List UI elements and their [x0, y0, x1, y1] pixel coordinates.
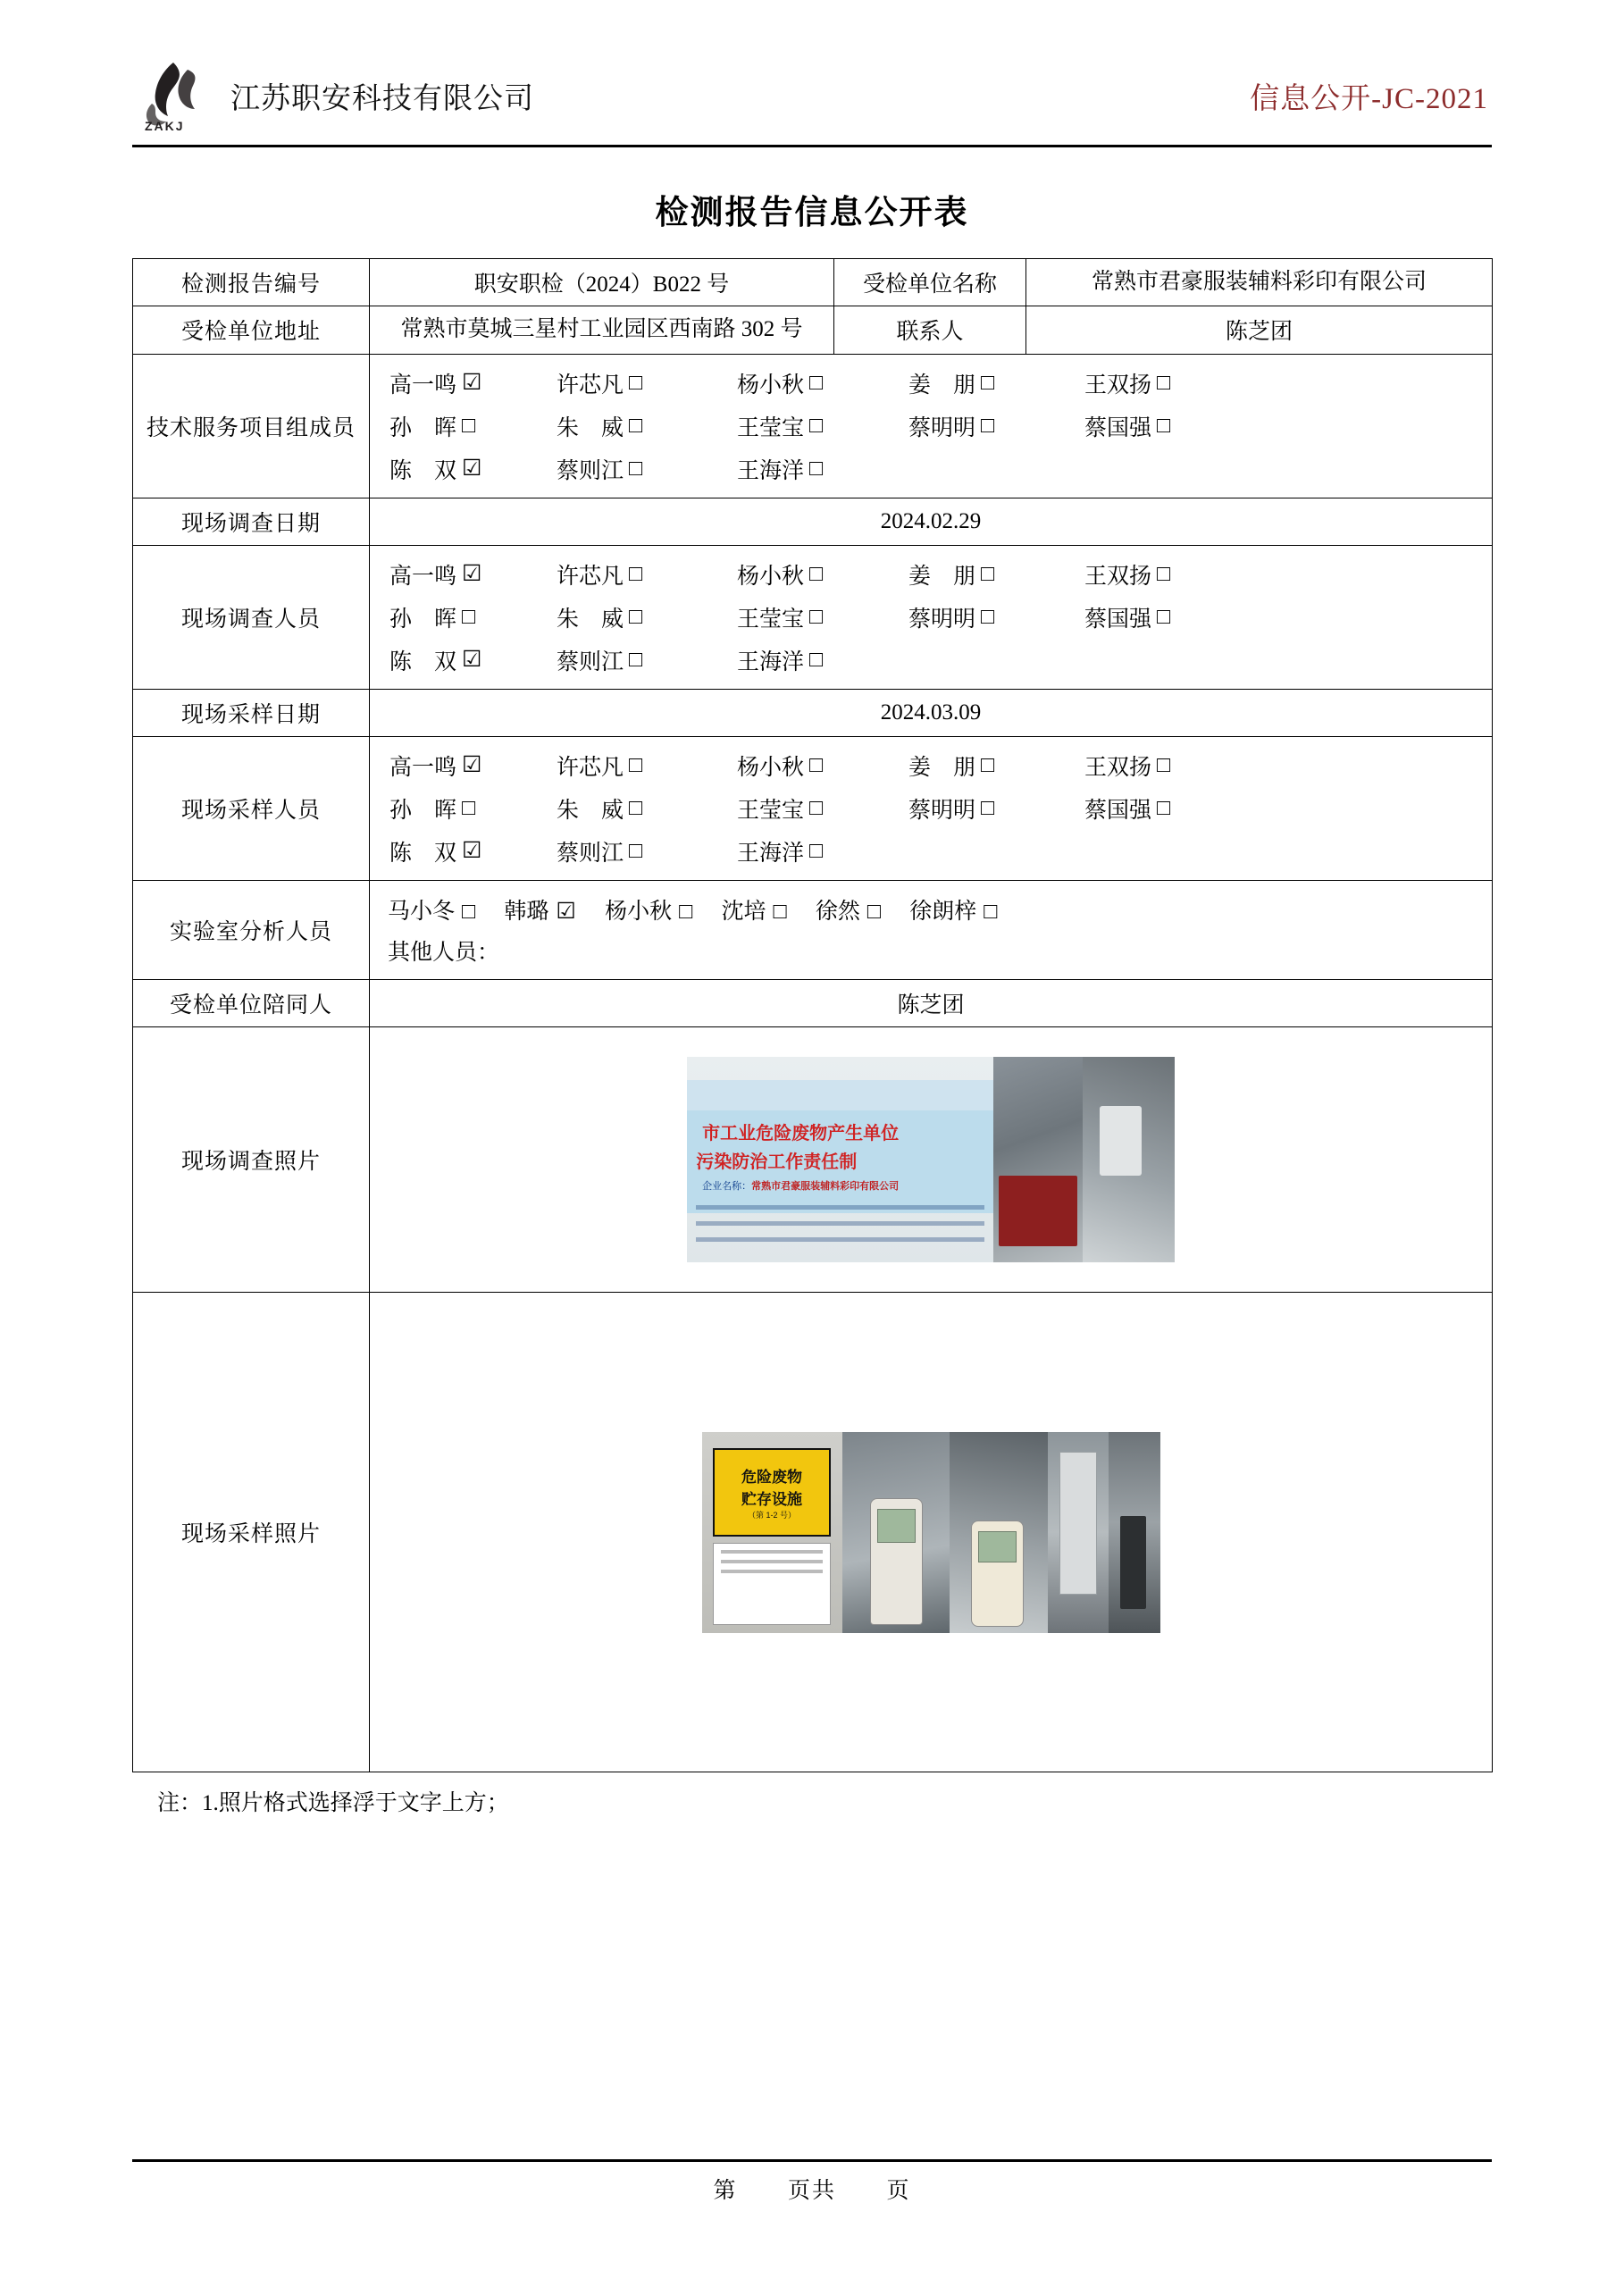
lab-analyst[interactable]: 徐然 □ — [815, 899, 881, 924]
sampling-staff-grid — [379, 744, 1483, 873]
checkbox-unchecked[interactable]: □ — [462, 796, 476, 820]
checkbox-unchecked[interactable]: □ — [809, 753, 824, 777]
sampling-staff-member[interactable]: 杨小秋 □ — [737, 753, 824, 780]
photo-machine-panel — [1048, 1432, 1109, 1633]
checkbox-unchecked[interactable]: □ — [679, 899, 693, 924]
document-code: 信息公开-JC-2021 — [1250, 82, 1488, 115]
checkbox-unchecked[interactable]: □ — [809, 796, 824, 820]
board-company-value: 常熟市君豪服装辅料彩印有限公司 — [751, 1180, 900, 1192]
sampling-photo-wrap — [370, 1432, 1492, 1633]
checkbox-unchecked[interactable]: □ — [1157, 605, 1171, 629]
hazard-sign-line2: 贮存设施 — [741, 1490, 802, 1508]
checkbox-unchecked[interactable]: □ — [629, 414, 643, 438]
photo-hazard-waste-sign — [702, 1432, 842, 1633]
checkbox-unchecked[interactable]: □ — [629, 839, 643, 863]
hazard-info-card — [713, 1543, 831, 1625]
value-client-name: 常熟市君豪服装辅料彩印有限公司 — [1026, 259, 1493, 306]
hazard-sign-line3: （第 1-2 号） — [747, 1510, 796, 1520]
board-text-line — [696, 1205, 984, 1210]
survey-photo-strip — [687, 1057, 1175, 1262]
table-row — [133, 689, 1493, 736]
checkbox-unchecked[interactable]: □ — [629, 605, 643, 629]
board-text-line — [696, 1237, 984, 1242]
page-footer — [132, 2159, 1492, 2205]
sampling-staff-member[interactable]: 姜 朋 □ — [908, 753, 995, 780]
team-member[interactable]: 孙 晖 □ — [389, 414, 476, 440]
value-tech-team — [370, 354, 1493, 498]
team-member[interactable]: 杨小秋 □ — [737, 371, 824, 398]
checkbox-unchecked[interactable]: □ — [809, 648, 824, 672]
sampling-photos-cell — [370, 1293, 1493, 1772]
meter-screen — [877, 1509, 917, 1543]
lab-analyst[interactable]: 徐朗梓 □ — [909, 899, 998, 924]
checkbox-unchecked[interactable]: □ — [462, 899, 476, 924]
table-row — [133, 1293, 1493, 1772]
value-client-address: 常熟市莫城三星村工业园区西南路 302 号 — [370, 306, 834, 354]
board-title-line1: 市工业危险废物产生单位 — [702, 1124, 900, 1144]
sampling-staff-member[interactable]: 高一鸣 ☑ — [389, 753, 482, 780]
value-survey-staff — [370, 545, 1493, 689]
label-client-address: 受检单位地址 — [133, 306, 370, 354]
checkbox-unchecked[interactable]: □ — [773, 899, 787, 924]
survey-staff-member[interactable]: 王莹宝 □ — [737, 605, 824, 632]
checkbox-unchecked[interactable]: □ — [981, 753, 995, 777]
survey-staff-member[interactable]: 孙 晖 □ — [389, 605, 476, 632]
sampling-meter — [971, 1520, 1024, 1627]
checkbox-unchecked[interactable]: □ — [1157, 414, 1171, 438]
hazard-sign-line1: 危险废物 — [741, 1468, 802, 1486]
sampling-staff-member[interactable]: 许芯凡 □ — [557, 753, 643, 780]
checkbox-unchecked[interactable]: □ — [809, 457, 824, 481]
label-survey-date: 现场调查日期 — [133, 498, 370, 545]
board-company-line — [702, 1178, 899, 1193]
checkbox-unchecked[interactable]: □ — [629, 562, 643, 586]
survey-staff-grid — [379, 553, 1483, 682]
lab-analyst[interactable]: 沈培 □ — [721, 899, 787, 924]
team-member[interactable]: 蔡则江 □ — [557, 457, 643, 483]
photo-responsibility-board — [687, 1057, 993, 1262]
checkbox-unchecked[interactable]: □ — [1157, 753, 1171, 777]
table-row — [133, 980, 1493, 1027]
sampling-meter — [870, 1498, 924, 1625]
checkbox-unchecked[interactable]: □ — [1157, 371, 1171, 395]
team-member[interactable]: 陈 双 ☑ — [389, 457, 482, 483]
card-text-line — [721, 1570, 823, 1573]
checkbox-unchecked[interactable]: □ — [981, 605, 995, 629]
lab-staff-line — [379, 888, 1483, 935]
table-note: 注：1.照片格式选择浮于文字上方； — [157, 1791, 509, 1815]
label-contact: 联系人 — [834, 306, 1026, 354]
value-sampling-date: 2024.03.09 — [370, 689, 1493, 736]
checkbox-unchecked[interactable]: □ — [629, 753, 643, 777]
team-member[interactable]: 姜 朋 □ — [908, 371, 995, 398]
survey-staff-member[interactable]: 姜 朋 □ — [908, 562, 995, 589]
checkbox-unchecked[interactable]: □ — [866, 899, 881, 924]
label-lab-staff: 实验室分析人员 — [133, 880, 370, 980]
survey-staff-member[interactable]: 王海洋 □ — [737, 648, 824, 674]
checkbox-unchecked[interactable]: □ — [462, 605, 476, 629]
label-survey-staff: 现场调查人员 — [133, 545, 370, 689]
checkbox-checked[interactable]: ☑ — [462, 562, 482, 586]
label-sampling-date: 现场采样日期 — [133, 689, 370, 736]
value-lab-staff — [370, 880, 1493, 980]
survey-staff-member[interactable]: 高一鸣 ☑ — [389, 562, 482, 589]
sampling-staff-member[interactable]: 王双扬 □ — [1084, 753, 1171, 780]
photo-sampling-device-2 — [950, 1432, 1048, 1633]
lab-analyst[interactable]: 马小冬 □ — [388, 899, 476, 924]
sampling-staff-member[interactable]: 蔡则江 □ — [557, 839, 643, 866]
team-member[interactable]: 蔡明明 □ — [908, 414, 995, 440]
team-member[interactable]: 高一鸣 ☑ — [389, 371, 482, 398]
footer-page-label-2: 页共 — [787, 2179, 836, 2203]
checkbox-checked[interactable]: ☑ — [462, 457, 482, 481]
survey-staff-member[interactable]: 蔡国强 □ — [1084, 605, 1171, 632]
table-row — [133, 354, 1493, 498]
label-report-no: 检测报告编号 — [133, 259, 370, 306]
survey-staff-member[interactable]: 朱 威 □ — [557, 605, 643, 632]
value-accompany: 陈芝团 — [370, 980, 1493, 1027]
photo-workshop-line — [993, 1057, 1083, 1262]
table-row — [133, 498, 1493, 545]
value-report-no: 职安职检（2024）B022 号 — [370, 259, 834, 306]
lab-analyst[interactable]: 杨小秋 □ — [605, 899, 693, 924]
survey-photos-cell — [370, 1027, 1493, 1293]
table-row — [133, 259, 1493, 306]
team-member[interactable]: 王莹宝 □ — [737, 414, 824, 440]
sampling-staff-member[interactable]: 蔡国强 □ — [1084, 796, 1171, 823]
label-sampling-photos: 现场采样照片 — [133, 1293, 370, 1772]
sampling-staff-member[interactable]: 陈 双 ☑ — [389, 839, 482, 866]
checkbox-unchecked[interactable]: □ — [809, 371, 824, 395]
checkbox-unchecked[interactable]: □ — [981, 796, 995, 820]
photo-printing-machine — [1083, 1057, 1175, 1262]
team-member[interactable]: 王双扬 □ — [1084, 371, 1171, 398]
survey-staff-member[interactable]: 蔡明明 □ — [908, 605, 995, 632]
survey-staff-member[interactable]: 杨小秋 □ — [737, 562, 824, 589]
tech-team-grid — [379, 362, 1483, 490]
table-row — [133, 306, 1493, 354]
checkbox-checked[interactable]: ☑ — [462, 753, 482, 777]
header-left — [132, 57, 534, 134]
lab-analyst[interactable]: 韩璐 ☑ — [504, 899, 576, 924]
sampling-photo-strip — [702, 1432, 1160, 1633]
checkbox-unchecked[interactable]: □ — [1157, 562, 1171, 586]
label-sampling-staff: 现场采样人员 — [133, 736, 370, 880]
card-text-line — [721, 1560, 823, 1563]
checkbox-checked[interactable]: ☑ — [462, 839, 482, 863]
meter-screen — [978, 1531, 1017, 1562]
sampling-staff-member[interactable]: 朱 威 □ — [557, 796, 643, 823]
survey-staff-member[interactable]: 王双扬 □ — [1084, 562, 1171, 589]
checkbox-checked[interactable]: ☑ — [462, 371, 482, 395]
board-title-line2: 污染防治工作责任制 — [696, 1152, 858, 1173]
hazard-sign — [713, 1448, 831, 1537]
checkbox-unchecked[interactable]: □ — [809, 605, 824, 629]
checkbox-checked[interactable]: ☑ — [462, 648, 482, 672]
photo-sampling-device-1 — [842, 1432, 950, 1633]
label-accompany: 受检单位陪同人 — [133, 980, 370, 1027]
sampling-staff-member[interactable]: 王莹宝 □ — [737, 796, 824, 823]
checkbox-unchecked[interactable]: □ — [629, 648, 643, 672]
svg-text:ZAKJ: ZAKJ — [145, 119, 185, 133]
table-row — [133, 880, 1493, 980]
page-title: 检测报告信息公开表 — [655, 195, 969, 231]
footer-page-label-1: 第 — [713, 2179, 738, 2203]
sampling-staff-member[interactable]: 孙 晖 □ — [389, 796, 476, 823]
checkbox-unchecked[interactable]: □ — [629, 796, 643, 820]
checkbox-unchecked[interactable]: □ — [809, 839, 824, 863]
photo-machine-side — [1109, 1432, 1160, 1633]
sampling-staff-member[interactable]: 蔡明明 □ — [908, 796, 995, 823]
board-company-label: 企业名称： — [702, 1180, 752, 1192]
survey-staff-member[interactable]: 蔡则江 □ — [557, 648, 643, 674]
sampling-staff-member[interactable]: 王海洋 □ — [737, 839, 824, 866]
checkbox-unchecked[interactable]: □ — [629, 371, 643, 395]
team-member[interactable]: 许芯凡 □ — [557, 371, 643, 398]
team-member[interactable]: 王海洋 □ — [737, 457, 824, 483]
company-logo-icon — [132, 57, 218, 134]
report-info-table — [132, 258, 1493, 1772]
value-sampling-staff — [370, 736, 1493, 880]
checkbox-unchecked[interactable]: □ — [809, 414, 824, 438]
checkbox-unchecked[interactable]: □ — [981, 371, 995, 395]
other-staff-label: 其他人员： — [388, 941, 500, 965]
checkbox-unchecked[interactable]: □ — [981, 414, 995, 438]
checkbox-checked[interactable]: ☑ — [556, 899, 576, 924]
table-row — [133, 736, 1493, 880]
page-header — [132, 46, 1492, 147]
survey-staff-member[interactable]: 许芯凡 □ — [557, 562, 643, 589]
value-survey-date: 2024.02.29 — [370, 498, 1493, 545]
card-text-line — [721, 1550, 823, 1554]
table-row — [133, 1027, 1493, 1293]
value-contact: 陈芝团 — [1026, 306, 1493, 354]
table-row — [133, 545, 1493, 689]
checkbox-unchecked[interactable]: □ — [1157, 796, 1171, 820]
checkbox-unchecked[interactable]: □ — [809, 562, 824, 586]
checkbox-unchecked[interactable]: □ — [629, 457, 643, 481]
checkbox-unchecked[interactable]: □ — [984, 899, 998, 924]
company-name: 江苏职安科技有限公司 — [230, 82, 534, 115]
checkbox-unchecked[interactable]: □ — [981, 562, 995, 586]
survey-staff-member[interactable]: 陈 双 ☑ — [389, 648, 482, 674]
checkbox-unchecked[interactable]: □ — [462, 414, 476, 438]
board-text-line — [696, 1221, 984, 1226]
label-survey-photos: 现场调查照片 — [133, 1027, 370, 1293]
label-tech-team: 技术服务项目组成员 — [133, 354, 370, 498]
label-client-name: 受检单位名称 — [834, 259, 1026, 306]
team-member[interactable]: 蔡国强 □ — [1084, 414, 1171, 440]
survey-photo-wrap — [370, 1057, 1492, 1262]
team-member[interactable]: 朱 威 □ — [557, 414, 643, 440]
footer-page-label-3: 页 — [886, 2179, 911, 2203]
